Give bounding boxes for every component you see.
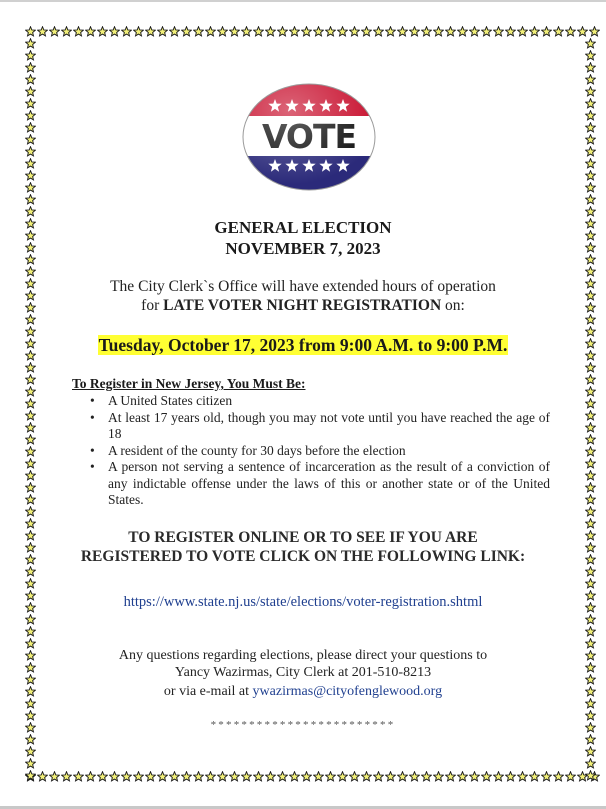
border-star-icon bbox=[584, 97, 596, 109]
border-star-icon bbox=[584, 169, 596, 181]
border-star-icon bbox=[584, 193, 596, 205]
border-star-icon bbox=[324, 770, 336, 782]
voter-registration-link[interactable]: https://www.state.nj.us/state/elections/voter-registration.shtml bbox=[123, 594, 483, 610]
register-online-line-2: REGISTERED TO VOTE CLICK ON THE FOLLOWING LINK: bbox=[80, 548, 526, 565]
border-star-icon bbox=[144, 25, 156, 37]
election-title: GENERAL ELECTION bbox=[214, 218, 392, 237]
border-star-icon bbox=[84, 770, 96, 782]
border-star-icon bbox=[584, 73, 596, 85]
border-star-icon bbox=[180, 25, 192, 37]
border-star-icon bbox=[132, 770, 144, 782]
border-star-icon bbox=[120, 25, 132, 37]
border-star-icon bbox=[24, 265, 36, 277]
border-star-icon bbox=[408, 770, 420, 782]
border-star-icon bbox=[24, 373, 36, 385]
border-star-icon bbox=[24, 481, 36, 493]
border-star-icon bbox=[584, 133, 596, 145]
border-star-icon bbox=[240, 25, 252, 37]
border-star-icon bbox=[372, 770, 384, 782]
border-star-icon bbox=[492, 770, 504, 782]
border-star-icon bbox=[584, 145, 596, 157]
border-star-icon bbox=[288, 770, 300, 782]
border-star-icon bbox=[584, 457, 596, 469]
border-star-icon bbox=[24, 613, 36, 625]
requirement-item: • A resident of the county for 30 days before the election bbox=[90, 443, 550, 460]
border-star-icon bbox=[252, 25, 264, 37]
vote-button-icon bbox=[241, 82, 377, 192]
border-star-icon bbox=[312, 770, 324, 782]
border-star-icon bbox=[204, 25, 216, 37]
asterisk-divider: ************************ bbox=[210, 719, 396, 731]
border-star-icon bbox=[60, 25, 72, 37]
border-star-icon bbox=[584, 181, 596, 193]
border-star-icon bbox=[24, 385, 36, 397]
border-star-icon bbox=[540, 25, 552, 37]
border-star-icon bbox=[336, 770, 348, 782]
star-border-bottom bbox=[24, 770, 600, 782]
border-star-icon bbox=[576, 25, 588, 37]
border-star-icon bbox=[444, 25, 456, 37]
border-star-icon bbox=[36, 770, 48, 782]
border-star-icon bbox=[24, 157, 36, 169]
border-star-icon bbox=[60, 770, 72, 782]
border-star-icon bbox=[108, 770, 120, 782]
border-star-icon bbox=[24, 433, 36, 445]
border-star-icon bbox=[300, 770, 312, 782]
vote-badge bbox=[241, 82, 377, 192]
border-star-icon bbox=[48, 25, 60, 37]
border-star-icon bbox=[72, 770, 84, 782]
border-star-icon bbox=[36, 25, 48, 37]
border-star-icon bbox=[324, 25, 336, 37]
border-star-icon bbox=[372, 25, 384, 37]
border-star-icon bbox=[276, 770, 288, 782]
border-star-icon bbox=[204, 770, 216, 782]
border-star-icon bbox=[264, 25, 276, 37]
border-star-icon bbox=[84, 25, 96, 37]
border-star-icon bbox=[584, 625, 596, 637]
border-star-icon bbox=[300, 25, 312, 37]
border-star-icon bbox=[24, 193, 36, 205]
border-star-icon bbox=[24, 361, 36, 373]
border-star-icon bbox=[396, 770, 408, 782]
border-star-icon bbox=[584, 385, 596, 397]
border-star-icon bbox=[504, 770, 516, 782]
border-star-icon bbox=[24, 49, 36, 61]
border-star-icon bbox=[180, 770, 192, 782]
border-star-icon bbox=[24, 625, 36, 637]
border-star-icon bbox=[584, 373, 596, 385]
requirements-list bbox=[90, 393, 550, 509]
border-star-icon bbox=[24, 37, 36, 49]
border-star-icon bbox=[420, 25, 432, 37]
requirement-item: • A person not serving a sentence of incarceration as the result of a conviction of any indictable offense under the laws of this or another state or of the United States. bbox=[90, 459, 550, 509]
border-star-icon bbox=[468, 25, 480, 37]
border-star-icon bbox=[584, 109, 596, 121]
border-star-icon bbox=[516, 25, 528, 37]
border-star-icon bbox=[384, 770, 396, 782]
requirement-item: • A United States citizen bbox=[90, 393, 550, 410]
border-star-icon bbox=[252, 770, 264, 782]
border-star-icon bbox=[24, 445, 36, 457]
star-border-top bbox=[24, 25, 600, 37]
border-star-icon bbox=[24, 493, 36, 505]
border-star-icon bbox=[528, 770, 540, 782]
border-star-icon bbox=[528, 25, 540, 37]
border-star-icon bbox=[108, 25, 120, 37]
border-star-icon bbox=[552, 25, 564, 37]
border-star-icon bbox=[584, 769, 596, 781]
border-star-icon bbox=[120, 770, 132, 782]
border-star-icon bbox=[584, 361, 596, 373]
border-star-icon bbox=[584, 745, 596, 757]
border-star-icon bbox=[432, 770, 444, 782]
border-star-icon bbox=[480, 770, 492, 782]
border-star-icon bbox=[584, 433, 596, 445]
border-star-icon bbox=[540, 770, 552, 782]
border-star-icon bbox=[552, 770, 564, 782]
border-star-icon bbox=[276, 25, 288, 37]
contact-line-1: Any questions regarding elections, please direct your questions to bbox=[118, 648, 488, 663]
border-star-icon bbox=[584, 421, 596, 433]
border-star-icon bbox=[168, 770, 180, 782]
border-star-icon bbox=[360, 25, 372, 37]
border-star-icon bbox=[584, 121, 596, 133]
border-star-icon bbox=[24, 133, 36, 145]
border-star-icon bbox=[192, 770, 204, 782]
border-star-icon bbox=[156, 770, 168, 782]
border-star-icon bbox=[240, 770, 252, 782]
email-prefix: or via e-mail at bbox=[163, 684, 253, 699]
requirements-title: To Register in New Jersey, You Must Be: bbox=[72, 376, 306, 391]
border-star-icon bbox=[96, 25, 108, 37]
highlighted-date-row bbox=[0, 334, 606, 356]
border-star-icon bbox=[564, 25, 576, 37]
border-star-icon bbox=[396, 25, 408, 37]
border-star-icon bbox=[24, 97, 36, 109]
border-star-icon bbox=[264, 770, 276, 782]
border-star-icon bbox=[156, 25, 168, 37]
border-star-icon bbox=[144, 770, 156, 782]
border-star-icon bbox=[584, 61, 596, 73]
clerk-email-link[interactable]: ywazirmas@cityofenglewood.org bbox=[252, 684, 443, 699]
border-star-icon bbox=[24, 757, 36, 769]
border-star-icon bbox=[24, 733, 36, 745]
border-star-icon bbox=[24, 769, 36, 781]
border-star-icon bbox=[384, 25, 396, 37]
border-star-icon bbox=[24, 397, 36, 409]
border-star-icon bbox=[408, 25, 420, 37]
border-star-icon bbox=[228, 25, 240, 37]
top-edge-line bbox=[0, 0, 606, 2]
register-online-line-1: TO REGISTER ONLINE OR TO SEE IF YOU ARE bbox=[128, 529, 478, 546]
contact-line-3 bbox=[0, 683, 606, 701]
border-star-icon bbox=[24, 73, 36, 85]
border-star-icon bbox=[584, 205, 596, 217]
border-star-icon bbox=[228, 770, 240, 782]
border-star-icon bbox=[348, 25, 360, 37]
border-star-icon bbox=[480, 25, 492, 37]
border-star-icon bbox=[584, 469, 596, 481]
border-star-icon bbox=[584, 85, 596, 97]
border-star-icon bbox=[288, 25, 300, 37]
border-star-icon bbox=[456, 25, 468, 37]
contact-line-2: Yancy Wazirmas, City Clerk at 201-510-8213 bbox=[174, 665, 432, 680]
border-star-icon bbox=[24, 109, 36, 121]
voter-registration-link-row bbox=[0, 594, 606, 611]
border-star-icon bbox=[24, 121, 36, 133]
intro-line-2 bbox=[0, 296, 606, 315]
border-star-icon bbox=[132, 25, 144, 37]
border-star-icon bbox=[584, 49, 596, 61]
intro-prefix: for bbox=[141, 297, 164, 314]
border-star-icon bbox=[216, 770, 228, 782]
border-star-icon bbox=[584, 37, 596, 49]
border-star-icon bbox=[444, 770, 456, 782]
border-star-icon bbox=[24, 457, 36, 469]
border-star-icon bbox=[24, 469, 36, 481]
border-star-icon bbox=[96, 770, 108, 782]
border-star-icon bbox=[584, 265, 596, 277]
border-star-icon bbox=[588, 25, 600, 37]
requirement-item: • At least 17 years old, though you may not vote until you have reached the age of 18 bbox=[90, 410, 550, 443]
border-star-icon bbox=[584, 445, 596, 457]
intro-suffix: on: bbox=[441, 297, 465, 314]
border-star-icon bbox=[456, 770, 468, 782]
border-star-icon bbox=[564, 770, 576, 782]
election-date: NOVEMBER 7, 2023 bbox=[225, 239, 381, 258]
border-star-icon bbox=[24, 85, 36, 97]
border-star-icon bbox=[24, 745, 36, 757]
border-star-icon bbox=[24, 169, 36, 181]
border-star-icon bbox=[504, 25, 516, 37]
border-star-icon bbox=[312, 25, 324, 37]
border-star-icon bbox=[24, 25, 36, 37]
border-star-icon bbox=[584, 397, 596, 409]
border-star-icon bbox=[24, 205, 36, 217]
border-star-icon bbox=[216, 25, 228, 37]
border-star-icon bbox=[24, 181, 36, 193]
border-star-icon bbox=[468, 770, 480, 782]
border-star-icon bbox=[584, 409, 596, 421]
border-star-icon bbox=[48, 770, 60, 782]
border-star-icon bbox=[420, 770, 432, 782]
border-star-icon bbox=[72, 25, 84, 37]
border-star-icon bbox=[24, 61, 36, 73]
border-star-icon bbox=[24, 421, 36, 433]
late-voter-registration: LATE VOTER NIGHT REGISTRATION bbox=[163, 297, 442, 314]
border-star-icon bbox=[492, 25, 504, 37]
border-star-icon bbox=[584, 481, 596, 493]
border-star-icon bbox=[348, 770, 360, 782]
border-star-icon bbox=[24, 145, 36, 157]
border-star-icon bbox=[516, 770, 528, 782]
border-star-icon bbox=[584, 505, 596, 517]
border-star-icon bbox=[360, 770, 372, 782]
border-star-icon bbox=[24, 577, 36, 589]
border-star-icon bbox=[584, 757, 596, 769]
border-star-icon bbox=[432, 25, 444, 37]
border-star-icon bbox=[584, 613, 596, 625]
border-star-icon bbox=[584, 733, 596, 745]
border-star-icon bbox=[24, 505, 36, 517]
highlighted-date: Tuesday, October 17, 2023 from 9:00 A.M. to 9:00 P.M. bbox=[98, 335, 508, 355]
border-star-icon bbox=[584, 577, 596, 589]
border-star-icon bbox=[584, 493, 596, 505]
intro-line-1: The City Clerk`s Office will have extended hours of operation bbox=[110, 278, 496, 295]
border-star-icon bbox=[168, 25, 180, 37]
border-star-icon bbox=[584, 157, 596, 169]
border-star-icon bbox=[192, 25, 204, 37]
border-star-icon bbox=[24, 409, 36, 421]
border-star-icon bbox=[336, 25, 348, 37]
